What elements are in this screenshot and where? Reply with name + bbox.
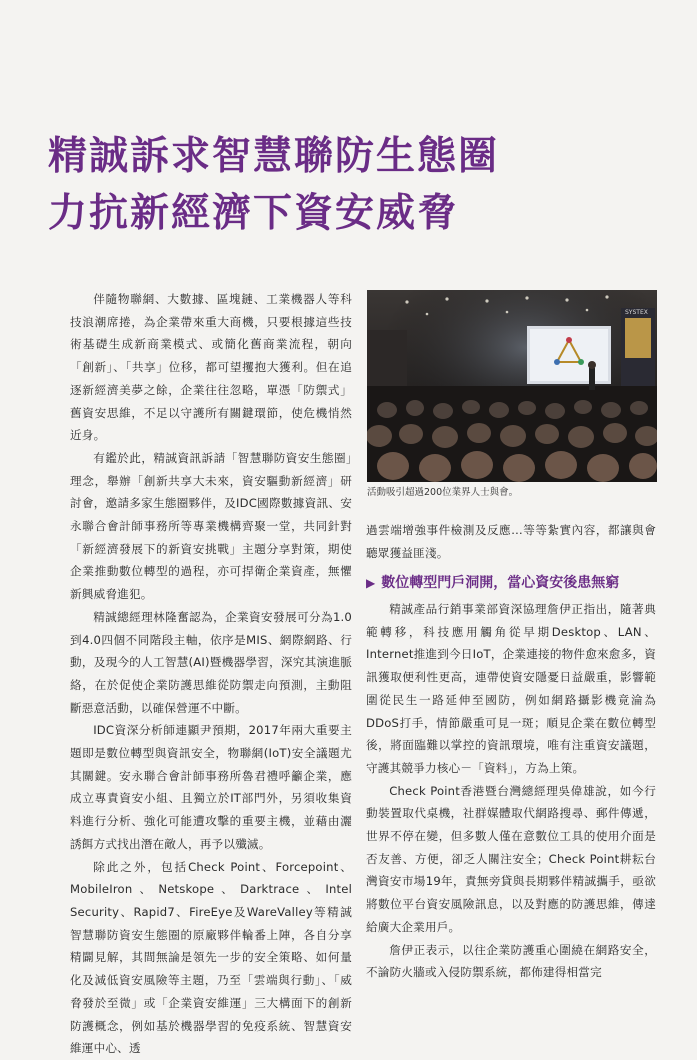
paragraph: 精誠總經理林隆奮認為，企業資安發展可分為1.0到4.0四個不同階段主軸，依序是MIS、網際網路、行動，及現今的人工智慧(AI)暨機器學習，深究其演進脈絡，在於促使企業防護思維從防禦走向預測，主動阻斷惡意活動，以確保營運不中斷。 <box>70 609 352 715</box>
triangle-arrow-icon: ▶ <box>366 576 376 590</box>
left-column <box>70 288 352 1060</box>
section-title: 數位轉型門戶洞開，當心資安後患無窮 <box>381 575 620 591</box>
paragraph: IDC資深分析師連顯尹預期，2017年兩大重要主題即是數位轉型與資訊安全，物聯網(IoT)安全議題尤其關鍵。安永聯合會計師事務所魯君禮呼籲企業，應成立專責資安小組、且獨立於IT部門外，另須收集資料進行分析、強化可能遭攻擊的重要主機，並藉由灑誘餌方式找出潛在敵人，再予以殲滅。 <box>70 723 352 851</box>
photo-caption: 活動吸引超過200位業界人士與會。 <box>367 487 519 498</box>
paragraph: 詹伊正表示，以往企業防護重心圍繞在網路安全，不論防火牆或入侵防禦系統，都佈建得相當完 <box>366 942 656 980</box>
paragraph: 除此之外，包括Check Point、Forcepoint、MobileIron、Netskope、Darktrace、Intel Security、Rapid7、FireEye及WareValley等精誠智慧聯防資安生態圈的原廠夥伴輪番上陣，各自分享精闢見解，其間無論是領先一步的安全策略、如何量化及減低資安風險等主題，乃至「雲端與行動」、「威脅發於至微」或「企業資安維運」三大構面下的創新防護概念，例如基於機器學習的免疫系統、智慧資安維運中心、透 <box>70 859 352 1056</box>
section-heading <box>366 572 658 594</box>
headline-line-2: 力抗新經濟下資安威脅 <box>48 191 459 236</box>
conference-hall-illustration <box>367 290 657 482</box>
headline-line-1: 精誠訴求智慧聯防生態圈 <box>48 134 500 179</box>
paragraph: 精誠產品行銷事業部資深協理詹伊正指出，隨著典範轉移，科技應用觸角從早期Desktop、LAN、Internet推進到今日IoT，企業連接的物件愈來愈多，資訊獲取便利性更高，連帶使資安隱憂日益嚴重，影響範圍從民生一路延伸至國防，例如網路攝影機竟淪為DDoS打手，情節嚴重可見一斑；順見企業在數位轉型後，將面臨難以掌控的資訊環境，唯有注重資安議題，守護其競爭力核心－「資料」，方為上策。 <box>366 602 656 775</box>
paragraph: 伴隨物聯網、大數據、區塊鏈、工業機器人等科技浪潮席捲，為企業帶來重大商機，只要根據這些技術基礎生成新商業模式、或簡化舊商業流程，朝向「創新」、「共享」位移，都可望攫抱大獲利。但在追逐新經濟美夢之餘，企業往往忽略，單憑「防禦式」舊資安思維，不足以守護所有關鍵環節，使危機悄然近身。 <box>70 292 352 443</box>
right-column-intro <box>366 519 656 564</box>
article-headline <box>48 128 668 242</box>
paragraph: 有鑑於此，精誠資訊訴請「智慧聯防資安生態圈」理念，舉辦「創新共享大未來，資安驅動新經濟」研討會，邀請多家生態圈夥伴，及IDC國際數據資訊、安永聯合會計師事務所等專業機構齊聚一堂，共同針對「新經濟發展下的新資安挑戰」主題分享對策，期使企業推動數位轉型的過程，亦可捍衛企業資產，無懼新興威脅進犯。 <box>70 450 352 602</box>
paragraph: Check Point香港暨台灣總經理吳偉雄說，如今行動裝置取代桌機，社群媒體取代網路搜尋、郵件傳遞，世界不停在變，但多數人僅在意數位工具的使用介面是否友善、方便，卻乏人關注安全；Check Point耕耘台灣資安市場19年，責無旁貸與長期夥伴精誠攜手，亟欲將數位平台資安風險訊息，以及對應的防護思維，傳達給廣大企業用戶。 <box>366 783 656 934</box>
screen-brand: SYSTEX <box>625 309 648 316</box>
right-column <box>366 598 656 984</box>
event-photo <box>367 290 657 482</box>
paragraph: 過雲端增強事件檢測及反應…等等紮實內容，都讓與會聽眾獲益匪淺。 <box>366 523 656 560</box>
